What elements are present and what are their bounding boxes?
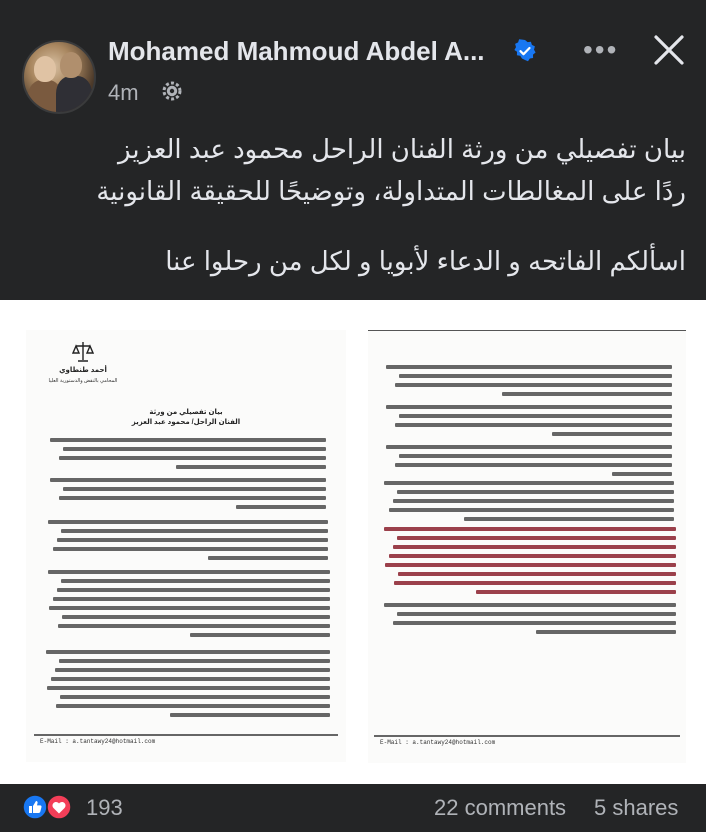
comments-count[interactable]: 22 comments bbox=[434, 795, 567, 820]
doc-text-line bbox=[63, 447, 326, 451]
doc-text-line bbox=[61, 579, 330, 583]
verified-badge-icon bbox=[513, 39, 537, 63]
doc-text-line bbox=[394, 581, 676, 585]
doc-text-line bbox=[58, 624, 330, 628]
post-caption bbox=[46, 128, 686, 282]
doc-text-line bbox=[397, 490, 674, 494]
doc-text-line bbox=[48, 520, 328, 524]
author-name[interactable]: Mohamed Mahmoud Abdel A... bbox=[108, 36, 485, 66]
doc-text-line bbox=[393, 621, 676, 625]
doc-text-line bbox=[190, 633, 330, 637]
reactions-bar bbox=[0, 784, 706, 832]
doc-text-line bbox=[170, 713, 330, 717]
post-header bbox=[0, 0, 706, 110]
doc-text-line bbox=[57, 538, 328, 542]
doc-text-line bbox=[385, 563, 676, 567]
post-timestamp[interactable]: 4m bbox=[108, 80, 139, 105]
doc-text-line bbox=[399, 374, 672, 378]
doc-text-line bbox=[50, 478, 326, 482]
doc-text-line bbox=[395, 423, 672, 427]
document-page-right bbox=[368, 330, 686, 763]
doc-text-line bbox=[397, 536, 676, 540]
doc-text-line bbox=[47, 686, 330, 690]
doc-text-line bbox=[48, 570, 330, 574]
doc-text-line bbox=[395, 463, 672, 467]
doc-text-line bbox=[59, 659, 330, 663]
doc-text-line bbox=[398, 572, 676, 576]
letterhead-title: المحامي بالنقض والدستورية العليا bbox=[48, 378, 118, 384]
doc-text-line bbox=[612, 472, 672, 476]
doc-text-line bbox=[53, 597, 330, 601]
caption-line: ردًا على المغالطات المتداولة، وتوضيحًا للحقيقة القانونية bbox=[96, 176, 686, 206]
doc-email: E-Mail : a.tantawy24@hotmail.com bbox=[40, 738, 156, 745]
close-icon[interactable] bbox=[651, 32, 687, 68]
doc-text-line bbox=[386, 405, 672, 409]
doc-text-line bbox=[53, 547, 328, 551]
privacy-gear-icon[interactable] bbox=[161, 80, 183, 102]
doc-text-line bbox=[399, 414, 672, 418]
shares-count[interactable]: 5 shares bbox=[594, 795, 679, 820]
doc-text-line bbox=[386, 445, 672, 449]
doc-text-line bbox=[49, 606, 330, 610]
doc-text-line bbox=[56, 704, 330, 708]
author-avatar[interactable] bbox=[22, 40, 96, 114]
doc-text-line bbox=[386, 365, 672, 369]
doc-text-line bbox=[384, 603, 676, 607]
doc-text-line bbox=[59, 456, 326, 460]
doc-text-line bbox=[476, 590, 676, 594]
doc-text-line bbox=[62, 615, 330, 619]
doc-text-line bbox=[55, 668, 330, 672]
post-image[interactable] bbox=[0, 300, 706, 784]
doc-text-line bbox=[59, 496, 326, 500]
doc-heading: بيان تفصيلي من ورثة bbox=[149, 409, 223, 416]
doc-text-line bbox=[552, 432, 672, 436]
scales-of-justice-icon bbox=[72, 340, 94, 364]
doc-text-line bbox=[399, 454, 672, 458]
doc-text-line bbox=[176, 465, 326, 469]
doc-text-line bbox=[393, 545, 676, 549]
caption-line: بيان تفصيلي من ورثة الفنان الراحل محمود عبد العزيز bbox=[118, 134, 686, 164]
doc-text-line bbox=[389, 508, 674, 512]
caption-line: اسألكم الفاتحه و الدعاء لأبويا و لكل من رحلوا عنا bbox=[165, 246, 686, 276]
love-reaction-icon[interactable] bbox=[46, 794, 72, 820]
doc-text-line bbox=[50, 438, 326, 442]
reaction-count[interactable]: 193 bbox=[86, 795, 123, 820]
doc-text-line bbox=[208, 556, 328, 560]
doc-text-line bbox=[236, 505, 326, 509]
doc-text-line bbox=[393, 499, 674, 503]
like-reaction-icon[interactable] bbox=[22, 794, 48, 820]
doc-email: E-Mail : a.tantawy24@hotmail.com bbox=[380, 739, 496, 746]
doc-text-line bbox=[397, 612, 676, 616]
doc-text-line bbox=[384, 481, 674, 485]
doc-heading: الفنان الراحل/ محمود عبد العزيز bbox=[131, 419, 241, 426]
more-options-button[interactable]: ••• bbox=[583, 34, 619, 65]
doc-text-line bbox=[464, 517, 674, 521]
doc-text-line bbox=[395, 383, 672, 387]
doc-text-line bbox=[389, 554, 676, 558]
doc-text-line bbox=[384, 527, 676, 531]
doc-text-line bbox=[57, 588, 330, 592]
doc-text-line bbox=[46, 650, 330, 654]
letterhead-name: أحمد طنطاوي bbox=[59, 367, 107, 374]
doc-text-line bbox=[61, 529, 328, 533]
doc-text-line bbox=[536, 630, 676, 634]
doc-text-line bbox=[63, 487, 326, 491]
doc-text-line bbox=[60, 695, 330, 699]
doc-text-line bbox=[502, 392, 672, 396]
doc-text-line bbox=[51, 677, 330, 681]
document-page-left bbox=[26, 330, 346, 762]
